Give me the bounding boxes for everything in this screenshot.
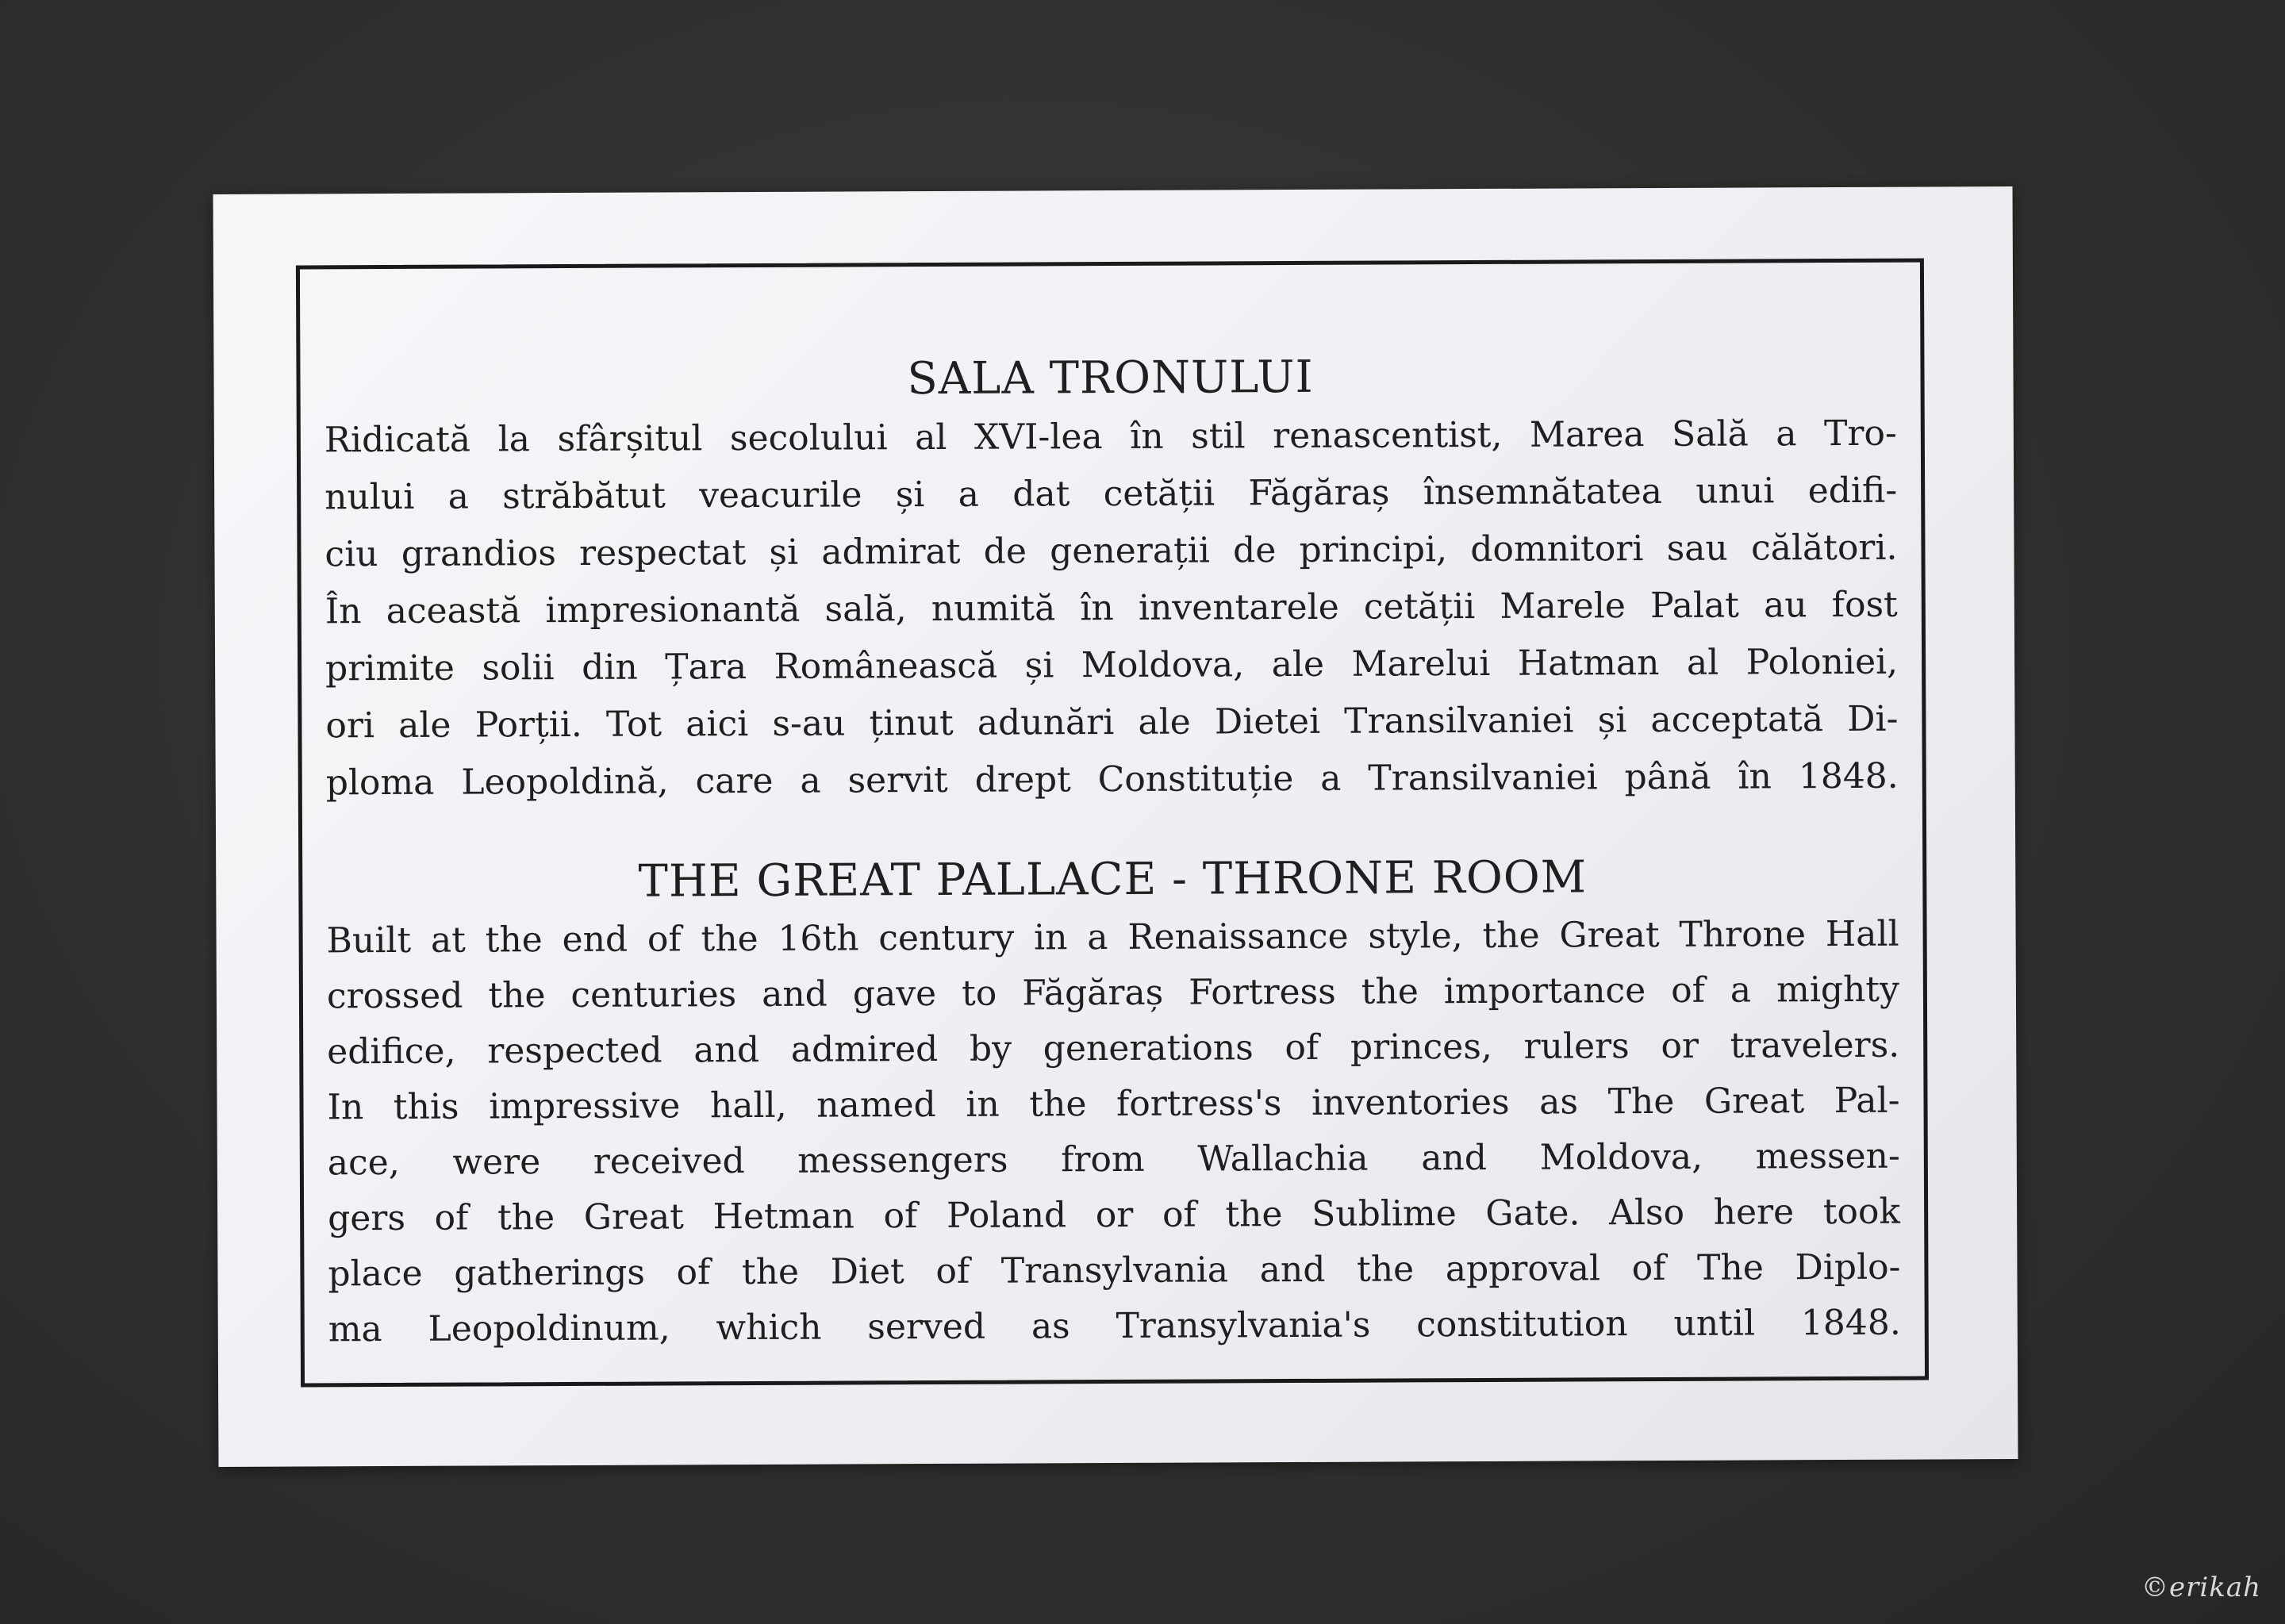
english-line: crossed the centuries and gave to Făgăraș Fortress the importance of a mighty bbox=[326, 969, 1900, 1017]
english-line: ma Leopoldinum, which served as Transylvania's constitution until 1848. bbox=[328, 1302, 1901, 1350]
romanian-title: SALA TRONULUI bbox=[907, 351, 1314, 405]
english-line: place gatherings of the Diet of Transylvania and the approval of The Diplo- bbox=[328, 1246, 1901, 1295]
english-line: edifice, respected and admired by generations of princes, rulers or travelers. bbox=[327, 1024, 1900, 1073]
romanian-line: nului a străbătut veacurile și a dat cetății Făgăraș însemnătatea unui edifi- bbox=[325, 470, 1898, 518]
romanian-line: Ridicată la sfârșitul secolului al XVI-lea în stil renascentist, Marea Sală a Tro- bbox=[324, 413, 1897, 461]
section-spacer bbox=[326, 805, 1899, 858]
romanian-line: ploma Leopoldină, care a servit drept Constituție a Transilvaniei până în 1848. bbox=[325, 755, 1899, 804]
english-title: THE GREAT PALLACE - THRONE ROOM bbox=[638, 851, 1588, 908]
romanian-line: În această impresionantă sală, numită în inventarele cetății Marele Palat au fost bbox=[325, 584, 1898, 632]
information-sign bbox=[213, 186, 2018, 1467]
english-line: Built at the end of the 16th century in a Renaissance style, the Great Throne Hall bbox=[326, 913, 1899, 962]
romanian-paragraph bbox=[325, 405, 1899, 812]
romanian-line: primite solii din Țara Românească și Moldova, ale Marelui Hatman al Poloniei, bbox=[325, 641, 1899, 689]
english-line: gers of the Great Hetman of Poland or of the Sublime Gate. Also here took bbox=[328, 1191, 1901, 1239]
photographer-watermark: ©erikah bbox=[2141, 1572, 2261, 1603]
romanian-line: ciu grandios respectat și admirat de generații de principi, domnitori sau călători. bbox=[325, 527, 1898, 575]
english-line: In this impressive hall, named in the fortress's inventories as The Great Pal- bbox=[327, 1080, 1900, 1128]
sign-content bbox=[324, 350, 1900, 1358]
sign-border-frame bbox=[296, 259, 1929, 1388]
english-line: ace, were received messengers from Wallachia and Moldova, messen- bbox=[327, 1135, 1900, 1184]
romanian-line: ori ale Porții. Tot aici s-au ținut adunări ale Dietei Transilvaniei și acceptată Di- bbox=[325, 698, 1899, 747]
english-paragraph bbox=[326, 907, 1900, 1358]
